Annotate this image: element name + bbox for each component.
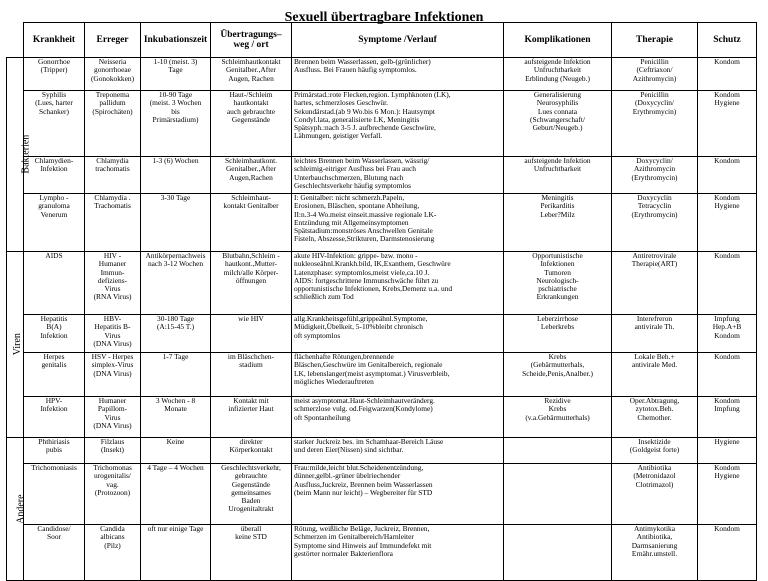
cell-therapie: Doxycyclin/ Azithromycin (Erythromycin) [612, 157, 698, 194]
cell-symptome: akute HIV-Infektion: grippe- bzw. mono - nukleoseähnl.Krankh.bild, IK,Exanthem, Geschwüre Latenzphase: symptomlos,meist viele,ca.10 J. AIDS: fortgeschrittene Immunschwäche führt zu opportunistische Infektionen, Krebs,Demenz u.a. und schließlich zum Tod [292, 252, 504, 315]
table-row [7, 315, 757, 353]
category-bakterien [7, 58, 32, 252]
cell-inkubationszeit: 3-30 Tage [141, 194, 211, 252]
cell-erreger: HIV - Humaner Immun- defiziens- Virus (RNA Virus) [85, 252, 141, 315]
cell-uebertragungsweg: Schleimhautkontakt Genitalber.,After Augen, Rachen [211, 58, 292, 91]
cell-uebertragungsweg: im Bläschchen- stadium [211, 353, 292, 397]
cell-therapie: Penicillin (Ceftriaxon/ Azithromycin) [612, 58, 698, 91]
cell-erreger: Neisseria gonorrhoeae (Gonokokken) [85, 58, 141, 91]
table-row [7, 252, 757, 315]
cell-uebertragungsweg: Schleimhaut- kontakt Genitalber [211, 194, 292, 252]
cell-uebertragungsweg: Geschlechtsverkehr, gebrauchte Gegenstände gemeinsames Baden Urogenitaltrakt [211, 464, 292, 525]
cell-inkubationszeit: Antikörpernachweis nach 3-12 Wochen [141, 252, 211, 315]
table-row [7, 438, 757, 464]
cell-komplikationen: Generalisierung Neurosyphilis Lues connata (Schwangerschaft/ Geburt/Neugeb.) [504, 91, 612, 157]
cell-symptome: flächenhafte Rötungen,brennende Bläschen,Geschwüre im Genitalbereich, regionale LK, lebenslanger(meist asymptomat.) Virusverbleib, mögliches Wiederauftreten [292, 353, 504, 397]
category-label: Viren [11, 333, 23, 356]
header-komplikationen: Komplikationen [504, 23, 612, 58]
category-andere [7, 438, 27, 581]
cell-therapie: Penicillin (Doxycyclin/ Erythromycin) [612, 91, 698, 157]
cell-krankheit: Hepatitis B(A) Infektion [24, 315, 85, 353]
cell-uebertragungsweg: direkter Körperkontakt [211, 438, 292, 464]
cell-schutz: Kondom Hygiene [698, 91, 757, 157]
cell-symptome: starker Juckreiz bes. im Schamhaar-Bereich Läuse und deren Eier(Nissen) sind sichtbar. [292, 438, 504, 464]
cell-therapie: Doxycyclin Tetracyclin (Erythromycin) [612, 194, 698, 252]
cell-inkubationszeit: 1-7 Tage [141, 353, 211, 397]
cell-schutz: Kondom Impfung [698, 397, 757, 438]
cell-inkubationszeit: 30-180 Tage (A:15-45 T.) [141, 315, 211, 353]
cell-komplikationen: Krebs (Gebärmutterhals, Scheide,Penis,Analber.) [504, 353, 612, 397]
cell-komplikationen: Rezidive Krebs (v.a.Gebärmutterhals) [504, 397, 612, 438]
cell-therapie: Interefreron antivirale Th. [612, 315, 698, 353]
cell-erreger: HBV- Hepatitis B- Virus (DNA Virus) [85, 315, 141, 353]
cell-uebertragungsweg: wie HIV [211, 315, 292, 353]
header-krankheit: Krankheit [24, 23, 85, 58]
cell-inkubationszeit: oft nur einige Tage [141, 525, 211, 581]
cell-symptome: allg.Krankheitsgefühl,grippeähnl.Symptome, Müdigkeit,Übelkeit, 5-10%bleibt chronisch oft symptomlos [292, 315, 504, 353]
table-row [7, 464, 757, 525]
cell-schutz: Kondom [698, 353, 757, 397]
table-row [7, 194, 757, 252]
table-row [7, 157, 757, 194]
cell-erreger: HSV - Herpes simplex-Virus (DNA Virus) [85, 353, 141, 397]
category-label: Bakterien [20, 135, 32, 174]
table-row [7, 397, 757, 438]
cell-therapie: Oper.Abtragung, zytotox.Beh. Chemother. [612, 397, 698, 438]
cell-inkubationszeit: 3 Wochen - 8 Monate [141, 397, 211, 438]
table-row [7, 58, 757, 91]
cell-inkubationszeit: 1-10 (meist. 3) Tage [141, 58, 211, 91]
cell-uebertragungsweg: Haut-/Schleim hautkontakt auch gebrauchte Gegenstände [211, 91, 292, 157]
cell-schutz: Kondom [698, 157, 757, 194]
cell-therapie: Antimykotika Antibiotika, Darmsanierung Ernähr.umstell. [612, 525, 698, 581]
cell-symptome: meist asymptomat.Haut-Schleimhautveränderg. schmerzlose vulg. od.Feigwarzen(Kondylome) oft Spontanheilung [292, 397, 504, 438]
cell-erreger: Chlamydia . Trachomatis [85, 194, 141, 252]
header-uebertragungsweg: Übertragungs– weg / ort [211, 23, 292, 58]
cell-komplikationen: Opportunistische Infektionen Tumoren Neurologisch- pschiatrische Erkrankungen [504, 252, 612, 315]
header-therapie: Therapie [612, 23, 698, 58]
cell-uebertragungsweg: überall keine STD [211, 525, 292, 581]
cell-schutz: Kondom Hygiene [698, 194, 757, 252]
cell-schutz: Impfung Hep.A+B Kondom [698, 315, 757, 353]
cell-erreger: Treponema pallidum (Spirochäten) [85, 91, 141, 157]
cell-komplikationen [504, 464, 612, 525]
cell-schutz: Kondom [698, 525, 757, 581]
cell-komplikationen: Meningitis Perikarditis Leber?Milz [504, 194, 612, 252]
cell-erreger: Chlamydia trachomatis [85, 157, 141, 194]
cell-komplikationen [504, 525, 612, 581]
table-row [7, 91, 757, 157]
category-viren [7, 252, 24, 438]
cell-erreger: Humaner Papillom- Virus (DNA Virus) [85, 397, 141, 438]
cell-schutz: Hygiene [698, 438, 757, 464]
cell-krankheit: Chlamydien- Infektion [24, 157, 85, 194]
header-inkubationszeit: Inkubationszeit [141, 23, 211, 58]
cell-schutz: Kondom [698, 58, 757, 91]
cell-krankheit: Gonorrhoe (Tripper) [24, 58, 85, 91]
header-row [7, 23, 757, 58]
cell-symptome: I: Genitalber: nicht schmerzh.Papeln, Erosionen, Bläschen, spontane Abheilung, II:n.3-4 Wo.meist einseit.massive regionale LK- Entzündung mit Allgemeinsymptomen Spätstadium:monströses Anschwellen Genitale Fisteln, Abszesse,Strikturen, Darmstenosierung [292, 194, 504, 252]
cell-symptome: Rötung, weißliche Beläge, Juckreiz, Brennen, Schmerzen im Genitalbereich/Harnleiter Symptome sind Hinweis auf Immundefekt mit gestörter normaler Bakterienflora [292, 525, 504, 581]
cell-komplikationen: aufsteigende Infektion Unfruchtbarkeit Erblindung (Neugeb.) [504, 58, 612, 91]
cell-erreger: Candida albicans (Pilz) [85, 525, 141, 581]
cell-krankheit: Candidose/ Soor [24, 525, 85, 581]
cell-krankheit: Trichomoniasis [24, 464, 85, 525]
cell-uebertragungsweg: Blutbahn,Schleim - hautkont.,Mutter- milch/alle Körper- öffnungen [211, 252, 292, 315]
cell-krankheit: Lympho - granuloma Venerum [24, 194, 85, 252]
cell-inkubationszeit: Keine [141, 438, 211, 464]
category-label: Andere [15, 494, 27, 524]
cell-krankheit: Phthiriasis pubis [24, 438, 85, 464]
cell-komplikationen [504, 438, 612, 464]
cell-inkubationszeit: 10-90 Tage (meist. 3 Wochen bis Primärstadium) [141, 91, 211, 157]
cell-erreger: Filzlaus (Insekt) [85, 438, 141, 464]
cell-schutz: Kondom [698, 252, 757, 315]
page-title: Sexuell übertragbare Infektionen [284, 10, 484, 25]
header-symptome: Symptome /Verlauf [292, 23, 504, 58]
header-schutz: Schutz [698, 23, 757, 58]
header-erreger: Erreger [85, 23, 141, 58]
cell-inkubationszeit: 4 Tage – 4 Wochen [141, 464, 211, 525]
cell-symptome: Brennen beim Wasserlassen, gelb-(grünlicher) Ausfluss. Bei Frauen häufig symptomlos. [292, 58, 504, 91]
cell-krankheit: Herpes genitalis [24, 353, 85, 397]
cell-symptome: Primärstad.:rote Flecken,region. Lymphknoten (LK), hartes, schmerzloses Geschwür. Sekundärstad.(ab 9 Wo.bis 6 Mon.): Hautsympt Condyl.lata, generalisierte LK, Meningitis Spätsyph.:nach 3-5 J. aufbrechende Geschwüre, Lähmungen, geistiger Verfall. [292, 91, 504, 157]
table-row [7, 353, 757, 397]
cell-therapie: Insektizide (Goldgeist forte) [612, 438, 698, 464]
cell-symptome: leichtes Brennen beim Wasserlassen, wässrig/ schleimig-eitriger Ausfluss bei Frau auch Unterbauchschmerzen, Blutung nach Geschlechtsverkehr häufig symptomlos [292, 157, 504, 194]
sti-table [6, 22, 757, 581]
cell-krankheit: Syphilis (Lues, harter Schanker) [24, 91, 85, 157]
cell-uebertragungsweg: Schleimhautkont. Genitalber.,After Augen,Rachen [211, 157, 292, 194]
cell-komplikationen: Leberzirrhose Leberkrebs [504, 315, 612, 353]
cell-uebertragungsweg: Kontakt mit infizierter Haut [211, 397, 292, 438]
cell-krankheit: AIDS [24, 252, 85, 315]
cell-symptome: Frau:milde,leicht blut.Scheidenentzündung, dünner,gelbl.-grüner übelriechender Ausfluss,Juckreiz, Brennen beim Wasserlassen (beim Mann nur leicht) – Wegbereiter für STD [292, 464, 504, 525]
cell-krankheit: HPV- Infektion [24, 397, 85, 438]
cell-therapie: Antibiotika (Metronidazol Clotrimazol) [612, 464, 698, 525]
cell-schutz: Kondom Hygiene [698, 464, 757, 525]
cell-inkubationszeit: 1-3 (6) Wochen [141, 157, 211, 194]
cell-erreger: Trichomonas urogenitalis/ vag. (Protozoon) [85, 464, 141, 525]
cell-komplikationen: aufsteigende Infektion Unfruchtbarkeit [504, 157, 612, 194]
cell-therapie: Lokale Beh.+ antivirale Med. [612, 353, 698, 397]
cell-therapie: Antiretrovirale Therapie(ART) [612, 252, 698, 315]
table-row [7, 525, 757, 581]
